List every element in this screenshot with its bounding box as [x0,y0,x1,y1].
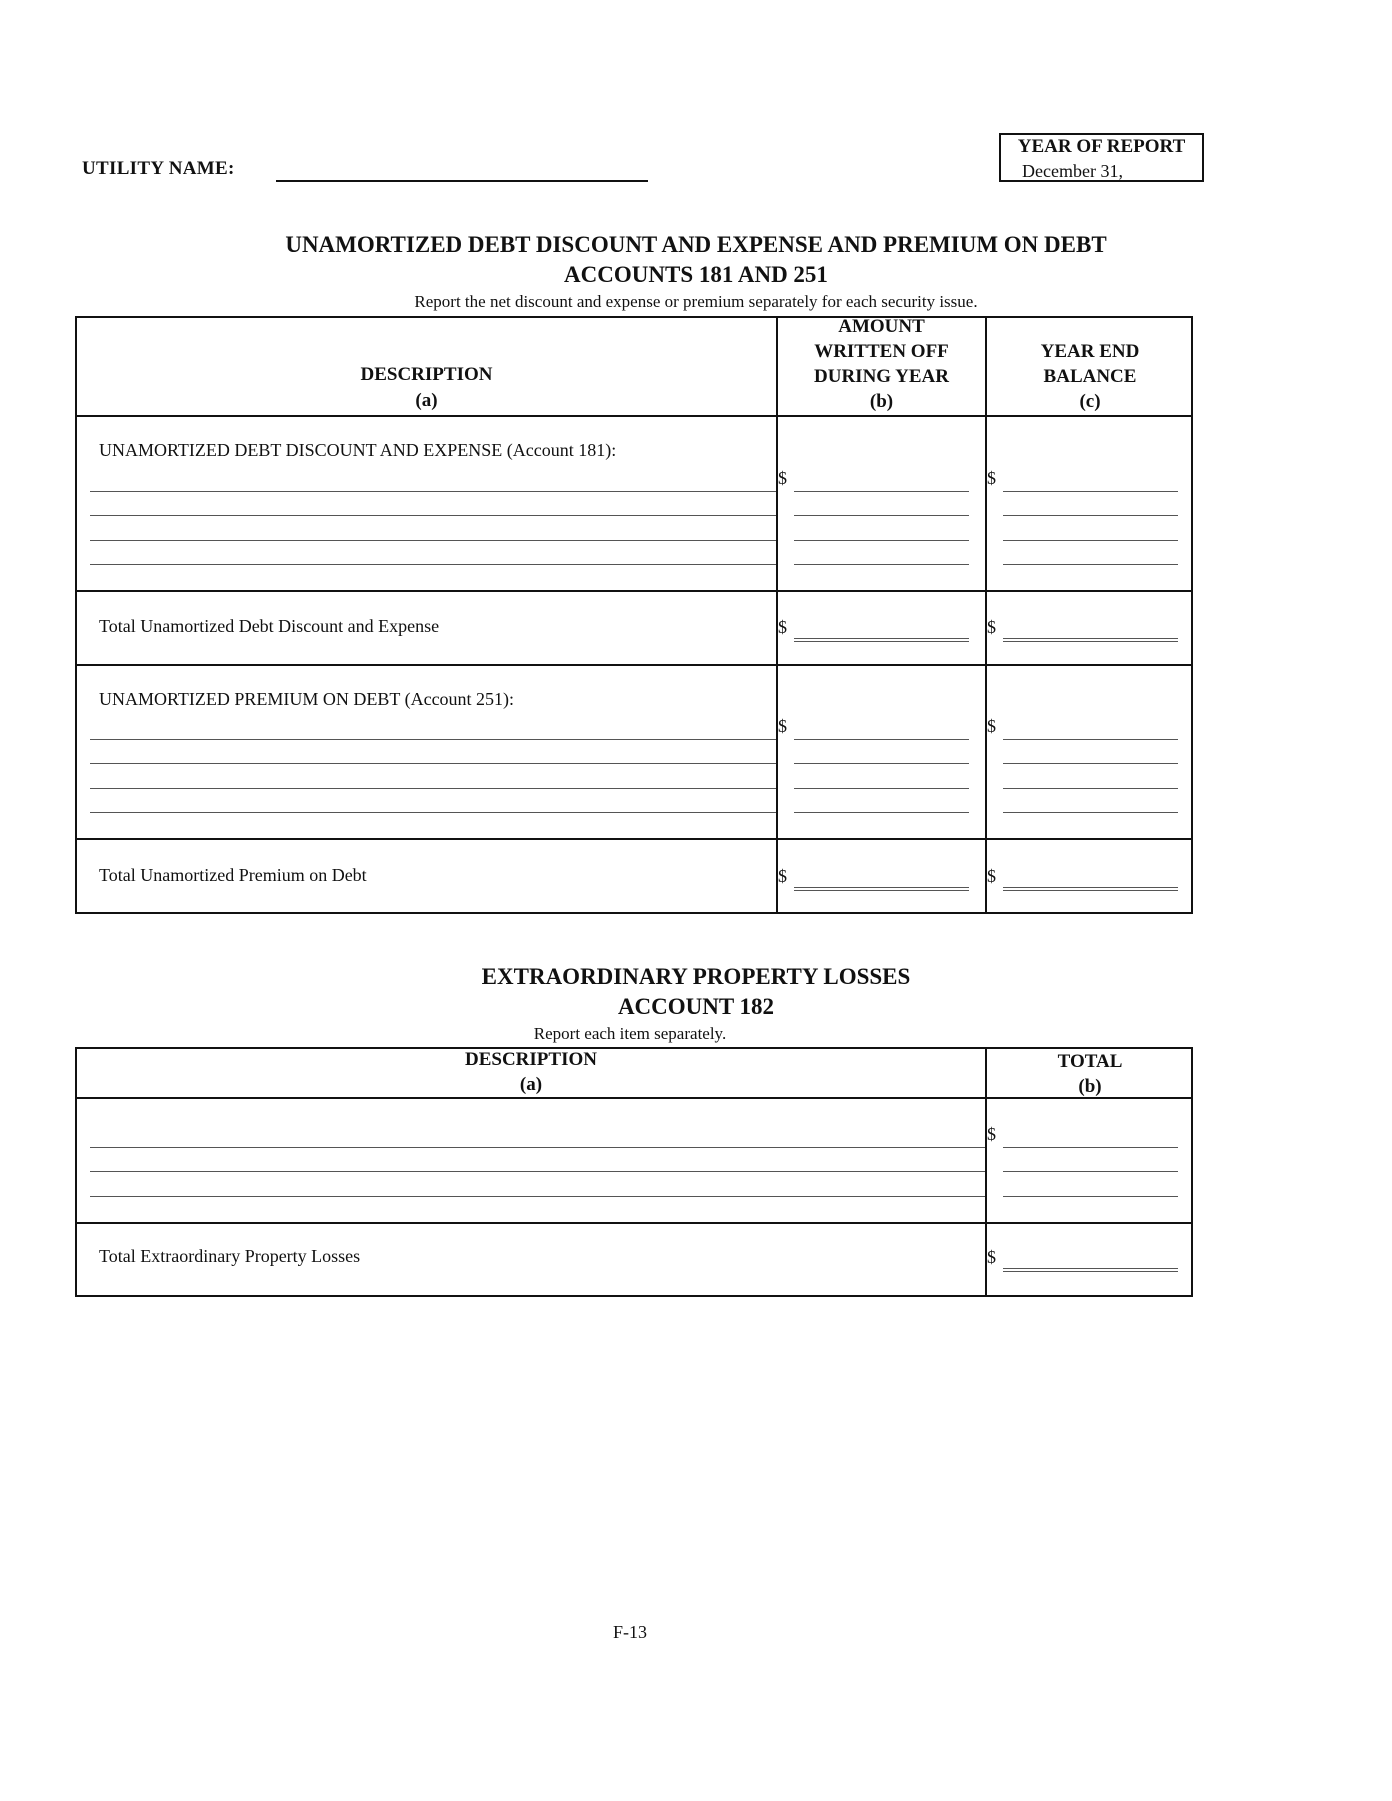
column-header-amount-line1: AMOUNT [838,316,925,337]
utility-name-label: UTILITY NAME: [82,158,235,179]
dollar-sign: $ [778,468,787,488]
discount-line-1[interactable] [90,491,776,492]
column-header-description: DESCRIPTION [465,1049,597,1070]
discount-amount-field[interactable] [794,491,969,492]
premium-total-amount-field[interactable] [794,887,969,891]
dollar-sign: $ [778,866,787,886]
premium-heading: UNAMORTIZED PREMIUM ON DEBT (Account 251): [99,689,515,709]
discount-balance-field[interactable] [1003,515,1178,516]
property-losses-total-field[interactable] [1003,1268,1178,1272]
column-header-description-letter: (a) [519,1074,543,1095]
dollar-sign: $ [987,1247,996,1267]
dollar-sign: $ [778,617,787,637]
loss-line-2[interactable] [90,1171,985,1172]
dollar-sign: $ [987,617,996,637]
discount-total-label: Total Unamortized Debt Discount and Expense [99,616,440,636]
loss-total-field[interactable] [1003,1147,1178,1148]
premium-balance-field[interactable] [1003,739,1178,740]
dollar-sign: $ [778,716,787,736]
column-header-description-letter: (a) [415,390,438,411]
premium-line-2[interactable] [90,763,776,764]
year-of-report-label: YEAR OF REPORT [1017,136,1186,157]
loss-total-field[interactable] [1003,1171,1178,1172]
premium-total-label: Total Unamortized Premium on Debt [99,865,367,885]
discount-balance-field[interactable] [1003,540,1178,541]
column-header-amount-line3: DURING YEAR [814,366,949,387]
column-header-total-letter: (b) [1078,1076,1102,1097]
premium-balance-field[interactable] [1003,812,1178,813]
column-header-balance-line1: YEAR END [1040,341,1140,362]
discount-line-2[interactable] [90,515,776,516]
section2-instruction: Report each item separately. [533,1024,727,1043]
column-header-amount-letter: (b) [869,391,894,412]
section2-title: EXTRAORDINARY PROPERTY LOSSES [481,964,911,989]
premium-line-4[interactable] [90,812,776,813]
discount-line-3[interactable] [90,540,776,541]
loss-total-field[interactable] [1003,1196,1178,1197]
column-header-balance-line2: BALANCE [1043,366,1137,387]
column-header-balance-letter: (c) [1079,391,1101,412]
premium-total-balance-field[interactable] [1003,887,1178,891]
section1-instruction: Report the net discount and expense or premium separately for each security issue. [414,292,978,311]
dollar-sign: $ [987,468,996,488]
dollar-sign: $ [987,716,996,736]
discount-line-4[interactable] [90,564,776,565]
discount-total-amount-field[interactable] [794,638,969,642]
loss-line-3[interactable] [90,1196,985,1197]
discount-balance-field[interactable] [1003,491,1178,492]
discount-amount-field[interactable] [794,564,969,565]
discount-balance-field[interactable] [1003,564,1178,565]
premium-amount-field[interactable] [794,812,969,813]
page-number: F-13 [612,1622,647,1642]
column-header-description: DESCRIPTION [360,364,493,385]
dollar-sign: $ [987,866,996,886]
loss-line-1[interactable] [90,1147,985,1148]
year-of-report-date[interactable]: December 31, [1022,161,1123,181]
premium-balance-field[interactable] [1003,788,1178,789]
column-header-amount-line2: WRITTEN OFF [814,341,949,362]
premium-line-1[interactable] [90,739,776,740]
premium-balance-field[interactable] [1003,763,1178,764]
discount-heading: UNAMORTIZED DEBT DISCOUNT AND EXPENSE (Account 181): [99,440,617,460]
section2-subtitle: ACCOUNT 182 [617,994,775,1019]
column-header-total: TOTAL [1057,1051,1123,1072]
year-of-report-box [999,133,1204,182]
section1-subtitle: ACCOUNTS 181 AND 251 [564,262,828,287]
premium-line-3[interactable] [90,788,776,789]
premium-amount-field[interactable] [794,763,969,764]
premium-amount-field[interactable] [794,739,969,740]
dollar-sign: $ [987,1124,996,1144]
section1-title: UNAMORTIZED DEBT DISCOUNT AND EXPENSE AND PREMIUM ON DEBT [285,232,1107,257]
discount-amount-field[interactable] [794,515,969,516]
utility-name-field[interactable] [276,180,648,182]
discount-total-balance-field[interactable] [1003,638,1178,642]
discount-amount-field[interactable] [794,540,969,541]
property-losses-total-label: Total Extraordinary Property Losses [99,1246,361,1266]
premium-amount-field[interactable] [794,788,969,789]
